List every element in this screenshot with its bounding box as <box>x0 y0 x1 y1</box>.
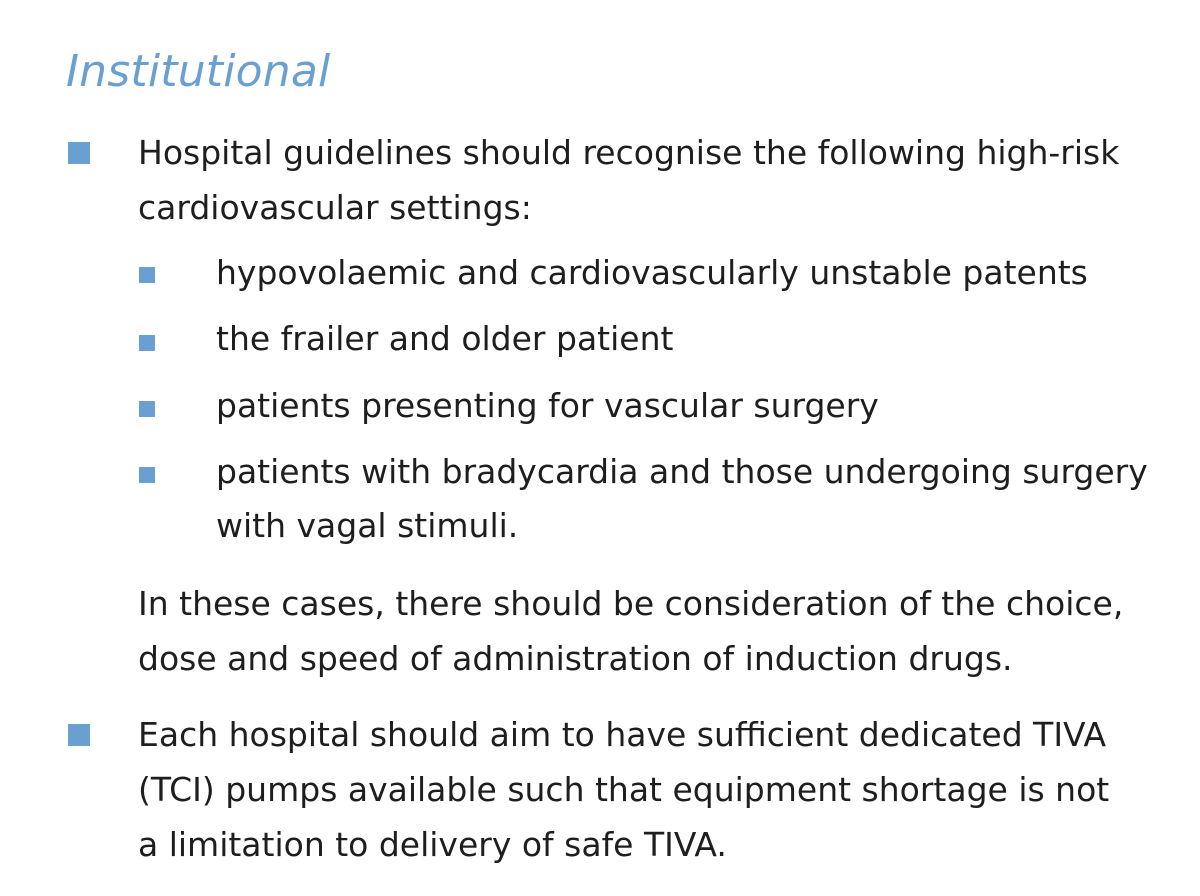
bullet-square-icon <box>68 724 90 746</box>
sub-bullet-square-icon <box>139 267 155 283</box>
bullet-square-icon <box>68 142 90 164</box>
item2-line3: a limitation to delivery of safe TIVA. <box>138 825 727 864</box>
sub-bullet-square-icon <box>139 401 155 417</box>
section-heading: Institutional <box>66 46 331 97</box>
subitem-3: patients presenting for vascular surgery <box>216 386 879 425</box>
subitem-2: the frailer and older patient <box>216 319 674 358</box>
subitem-1: hypovolaemic and cardiovascularly unstable patents <box>216 253 1088 292</box>
item1-line1: Hospital guidelines should recognise the following high-risk <box>138 133 1120 172</box>
followup-line1: In these cases, there should be consideration of the choice, <box>138 584 1124 623</box>
subitem-4-line1: patients with bradycardia and those undergoing surgery <box>216 452 1148 491</box>
followup-line2: dose and speed of administration of induction drugs. <box>138 639 1013 678</box>
sub-bullet-square-icon <box>139 335 155 351</box>
sub-bullet-square-icon <box>139 467 155 483</box>
item2-line1: Each hospital should aim to have sufficient dedicated TIVA <box>138 715 1107 754</box>
subitem-4-line2: with vagal stimuli. <box>216 506 519 545</box>
item2-line2: (TCI) pumps available such that equipment shortage is not <box>138 770 1110 809</box>
item1-line2: cardiovascular settings: <box>138 188 532 227</box>
